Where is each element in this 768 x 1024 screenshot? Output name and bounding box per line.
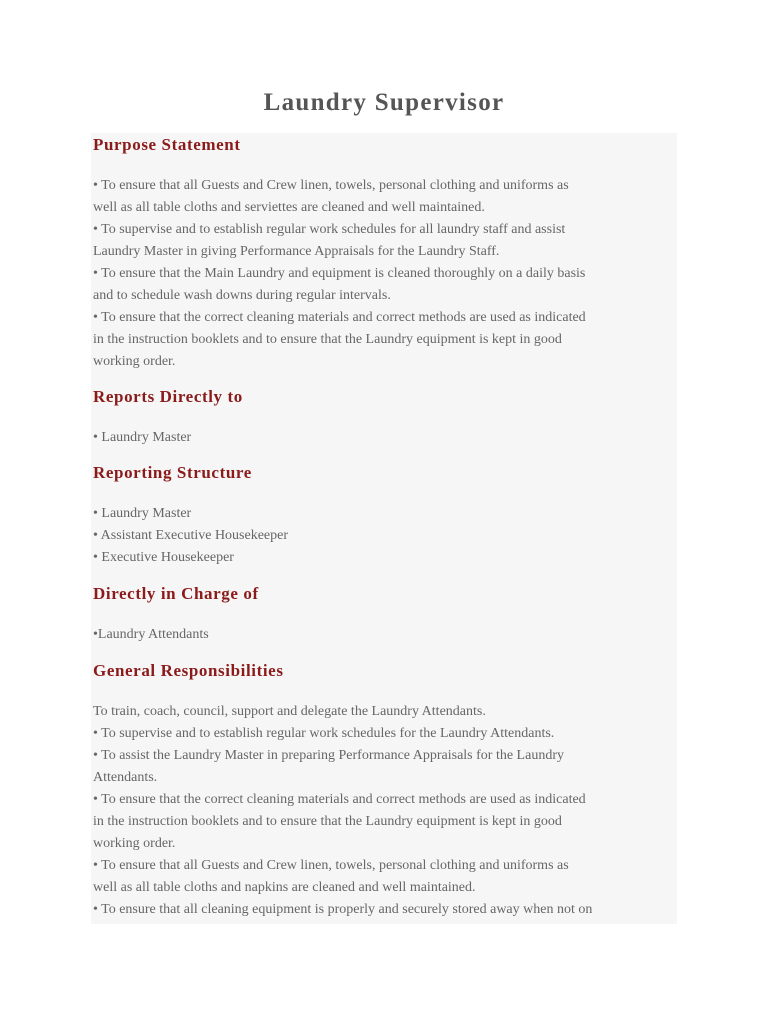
text-line: • Assistant Executive Housekeeper [93, 528, 289, 543]
text-line: To train, coach, council, support and delegate the Laundry Attendants. [93, 704, 486, 719]
text-line: • To supervise and to establish regular work schedules for all laundry staff and assist [93, 222, 566, 237]
text-line: and to schedule wash downs during regular intervals. [93, 288, 391, 303]
section-body [93, 427, 191, 449]
text-line: • To assist the Laundry Master in preparing Performance Appraisals for the Laundry [93, 748, 564, 763]
text-line: well as all table cloths and serviettes are cleaned and well maintained. [93, 200, 485, 215]
text-line: • Laundry Master [93, 506, 192, 521]
text-line: Laundry Master in giving Performance Appraisals for the Laundry Staff. [93, 244, 500, 259]
text-line: • To ensure that all cleaning equipment is properly and securely stored away when not on [93, 902, 593, 917]
text-line: •Laundry Attendants [93, 627, 209, 642]
section-body [93, 175, 586, 373]
page-title: Laundry Supervisor [263, 89, 505, 116]
text-line: working order. [93, 836, 176, 851]
document-body [91, 133, 677, 924]
section-heading: Directly in Charge of [93, 584, 259, 603]
text-line: in the instruction booklets and to ensure that the Laundry equipment is kept in good [93, 814, 562, 829]
section-heading: Purpose Statement [93, 135, 241, 154]
text-line: • Executive Housekeeper [93, 550, 234, 565]
text-line: • To supervise and to establish regular work schedules for the Laundry Attendants. [93, 726, 555, 741]
text-line: • To ensure that all Guests and Crew linen, towels, personal clothing and uniforms as [93, 178, 569, 193]
text-line: well as all table cloths and napkins are cleaned and well maintained. [93, 880, 476, 895]
text-line: • To ensure that the correct cleaning materials and correct methods are used as indicated [93, 310, 586, 325]
section-reports-directly-to [93, 386, 243, 408]
text-line: • To ensure that all Guests and Crew linen, towels, personal clothing and uniforms as [93, 858, 569, 873]
section-body [93, 503, 288, 569]
section-body [93, 701, 592, 921]
text-line: in the instruction booklets and to ensure that the Laundry equipment is kept in good [93, 332, 562, 347]
text-line: working order. [93, 354, 176, 369]
text-line: • To ensure that the Main Laundry and equipment is cleaned thoroughly on a daily basis [93, 266, 586, 281]
section-reporting-structure [93, 462, 252, 484]
section-heading: Reporting Structure [93, 463, 252, 482]
section-general-responsibilities [93, 660, 284, 682]
text-line: • Laundry Master [93, 430, 192, 445]
text-line: • To ensure that the correct cleaning materials and correct methods are used as indicated [93, 792, 586, 807]
text-line: Attendants. [93, 770, 158, 785]
section-heading: General Responsibilities [93, 661, 284, 680]
section-body [93, 624, 209, 646]
section-purpose-statement [93, 134, 241, 156]
section-heading: Reports Directly to [93, 387, 243, 406]
section-directly-in-charge-of [93, 583, 259, 605]
